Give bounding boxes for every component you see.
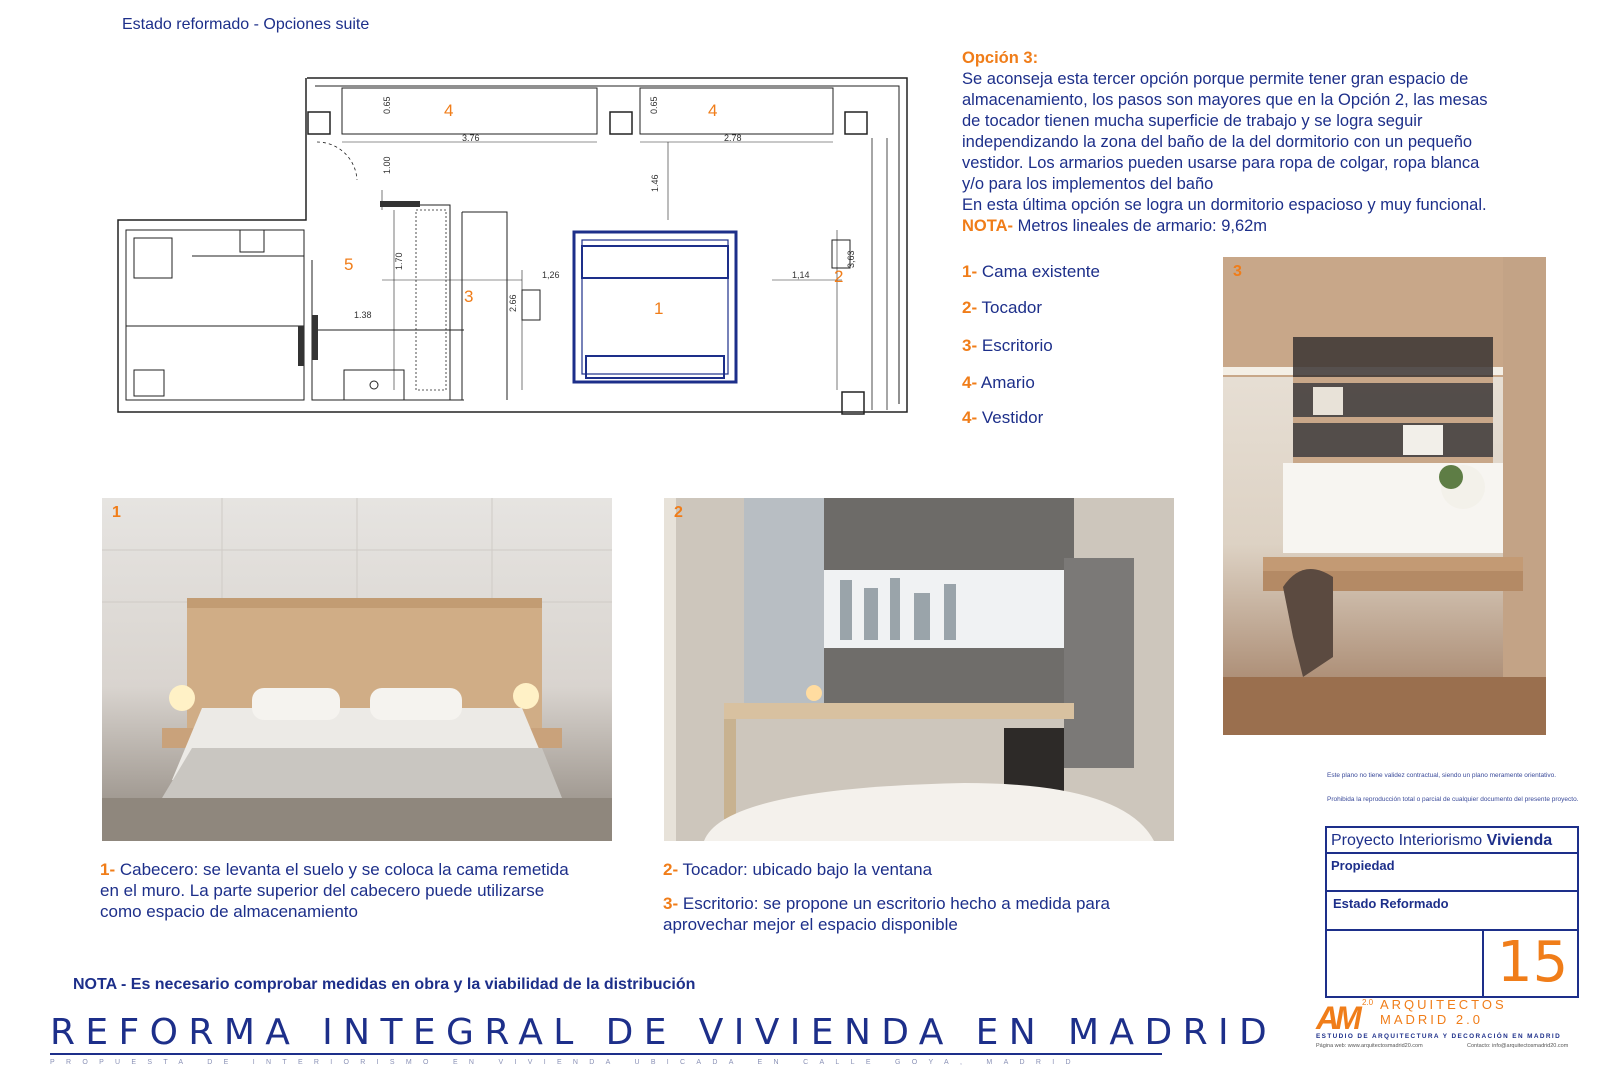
- option-heading: Opción 3:: [962, 49, 1039, 67]
- option-nota-text: Metros lineales de armario: 9,62m: [1017, 217, 1268, 235]
- plan-zone-label: 4: [708, 101, 718, 120]
- legend-label: Tocador: [981, 298, 1043, 317]
- option-nota: [962, 216, 1562, 237]
- plan-dimension: 1.46: [650, 174, 660, 192]
- option-text-line: y/o para los implementos del baño: [962, 175, 1214, 193]
- caption-text: Tocador: ubicado bajo la ventana: [682, 860, 933, 879]
- logo-name: MADRID 2.0: [1380, 1012, 1483, 1027]
- legend-num: 1-: [962, 262, 978, 281]
- plan-dimension: 1.70: [394, 252, 404, 270]
- title-block-divider: [1482, 931, 1484, 998]
- page-title: Estado reformado - Opciones suite: [122, 16, 370, 33]
- legend-num: 3-: [962, 336, 978, 355]
- plan-zone-label: 3: [464, 287, 474, 306]
- plan-zone-label: 4: [444, 101, 454, 120]
- plan-dimension: 1,14: [792, 270, 810, 280]
- legend-item: [962, 408, 1043, 428]
- legend-item: [962, 262, 1100, 282]
- title-block-divider: [1327, 852, 1577, 854]
- plan-zone-label: 5: [344, 255, 354, 274]
- plan-dimension: 2.78: [724, 133, 742, 143]
- photo-number: 1: [112, 504, 121, 521]
- project-type: Vivienda: [1486, 832, 1553, 849]
- legend-label: Vestidor: [981, 408, 1044, 427]
- logo-superscript: 2.0: [1362, 998, 1374, 1007]
- caption-text: como espacio de almacenamiento: [100, 902, 358, 921]
- title-block-estado: Estado Reformado: [1333, 896, 1449, 911]
- option-text-line: independizando la zona del baño de la del dormitorio con un pequeño: [962, 133, 1473, 151]
- floor-plan: [112, 70, 912, 430]
- logo-mark: AM: [1316, 1000, 1358, 1036]
- plan-zone-label: 1: [654, 299, 664, 318]
- logo-name: ARQUITECTOS: [1380, 997, 1507, 1012]
- caption-text: aprovechar mejor el espacio disponible: [663, 915, 958, 934]
- legend-label: Cama existente: [981, 262, 1100, 281]
- plan-dimension: 0.65: [382, 96, 392, 114]
- disclaimer-line: Prohibida la reproducción total o parcial de cualquier documento del presente proyecto.: [1327, 796, 1579, 803]
- dressing-table-illustration: [664, 498, 1174, 841]
- option-text-line: En esta última opción se logra un dormitorio espacioso y muy funcional.: [962, 196, 1487, 214]
- logo-contact: Contacto: info@arquitectosmadrid20.com: [1467, 1043, 1569, 1049]
- photo-desk: [1223, 257, 1546, 735]
- plan-dimension: 1.00: [382, 156, 392, 174]
- plan-dimension: 1,26: [542, 270, 560, 280]
- legend-item: [962, 373, 1035, 393]
- legend-num: 4-: [962, 373, 978, 392]
- caption-3: [663, 893, 1110, 935]
- legend-label: Escritorio: [981, 336, 1053, 355]
- plan-dimension: 2.66: [508, 294, 518, 312]
- plan-dimension: 1.38: [354, 310, 372, 320]
- caption-2: [663, 859, 932, 880]
- sub-title: PROPUESTA DE INTERIORISMO EN VIVIENDA UBICADA EN CALLE GOYA, MADRID: [50, 1059, 1082, 1066]
- logo-web: Página web: www.arquitectosmadrid20.com: [1316, 1043, 1423, 1049]
- plan-dimension: 3.76: [462, 133, 480, 143]
- caption-text: en el muro. La parte superior del cabecero puede utilizarse: [100, 881, 545, 900]
- main-title: REFORMA INTEGRAL DE VIVIENDA EN MADRID: [50, 1012, 1278, 1053]
- title-rule: [50, 1053, 1162, 1055]
- option-text-line: Se aconseja esta tercer opción porque permite tener gran espacio de: [962, 70, 1469, 88]
- logo-tagline: ESTUDIO DE ARQUITECTURA Y DECORACIÓN EN MADRID: [1316, 1033, 1562, 1040]
- caption-num: 3-: [663, 894, 679, 913]
- plan-dimension: 0.65: [649, 96, 659, 114]
- title-block-propiedad: Propiedad: [1331, 858, 1395, 873]
- legend-label: Amario: [980, 373, 1035, 392]
- photo-bedroom: [102, 498, 612, 841]
- legend-num: 2-: [962, 298, 978, 317]
- project-label: Proyecto Interiorismo: [1331, 832, 1483, 849]
- desk-illustration: [1223, 257, 1546, 735]
- photo-number: 3: [1233, 263, 1242, 280]
- option-description: [962, 48, 1562, 237]
- photo-dressing-table: [664, 498, 1174, 841]
- photo-number: 2: [674, 504, 683, 521]
- plan-zone-label: 2: [834, 267, 844, 286]
- legend-item: [962, 298, 1042, 318]
- caption-1: [100, 859, 569, 922]
- bedroom-illustration: [102, 498, 612, 841]
- legend-item: [962, 336, 1053, 356]
- option-text-line: de tocador tienen mucha superficie de trabajo y se logra seguir: [962, 112, 1423, 130]
- disclaimer-line: Este plano no tiene validez contractual, siendo un plano meramente orientativo.: [1327, 772, 1557, 779]
- legend-num: 4-: [962, 408, 978, 427]
- title-block-project: [1331, 832, 1552, 850]
- option-text-line: almacenamiento, los pasos son mayores que en la Opción 2, las mesas: [962, 91, 1488, 109]
- option-nota-label: NOTA-: [962, 217, 1014, 235]
- caption-num: 2-: [663, 860, 679, 879]
- plan-dimension: 3,63: [846, 250, 856, 268]
- option-text-line: vestidor. Los armarios pueden usarse para ropa de colgar, ropa blanca: [962, 154, 1480, 172]
- caption-text: Escritorio: se propone un escritorio hecho a medida para: [682, 894, 1110, 913]
- sheet-number: 15: [1497, 930, 1569, 995]
- caption-num: 1-: [100, 860, 116, 879]
- title-block-divider: [1327, 890, 1577, 892]
- caption-text: Cabecero: se levanta el suelo y se coloca la cama remetida: [119, 860, 569, 879]
- title-block: [1325, 826, 1579, 998]
- bottom-note: NOTA - Es necesario comprobar medidas en obra y la viabilidad de la distribución: [73, 976, 696, 993]
